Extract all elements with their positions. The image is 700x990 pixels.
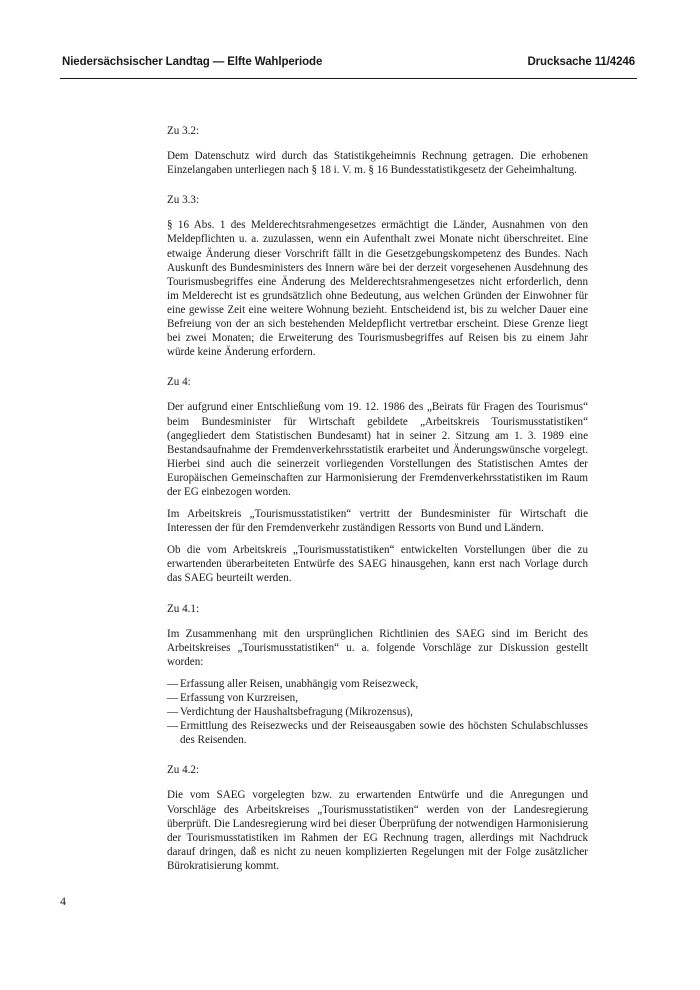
section-heading: Zu 3.2: (167, 125, 200, 137)
list-marker: — (167, 706, 179, 719)
paragraph: Dem Datenschutz wird durch das Statistikgeheimnis Rechnung getragen. Die erhobenen Einzelangaben unterliegen nach § 18 i. V. m. § 16 Bundesstatistikgesetz der Geheimhaltung. (167, 150, 588, 177)
header-title: Niedersächsischer Landtag — Elfte Wahlperiode (62, 56, 323, 68)
section-3-2 (167, 124, 588, 177)
section-heading: Zu 4.2: (167, 764, 200, 777)
section-3-3 (167, 193, 588, 359)
list-marker: — (167, 692, 179, 704)
list-marker: — (167, 677, 179, 690)
section-heading: Zu 4.1: (167, 602, 200, 615)
section-4-1 (167, 602, 588, 748)
paragraph: Im Arbeitskreis „Tourismusstatistiken“ vertritt der Bundesminister für Wirtschaft die Interessen der für den Fremdenverkehr zuständigen Ressorts von Bund und Ländern. (167, 508, 588, 535)
paragraph: Der aufgrund einer Entschließung vom 19. 12. 1986 des „Beirats für Fragen des Tourismus“ beim Bundesminister für Wirtschaft gebildete „Arbeitskreis Tourismusstatistiken“ (angegliedert dem Statistischen Bundesamt) hat in seiner 2. Sitzung am 1. 3. 1989 eine Bestandsaufnahme der Fremdenverkehrsstatistik erarbeitet und Änderungswünsche vorgelegt. Hierbei sind auch die seinerzeit vorliegenden Vorstellungen des Statistischen Amtes der Europäischen Gemeinschaften zur Harmonisierung der Fremdenverkehrsstatistiken im Raum der EG einbezogen worden. (167, 401, 588, 498)
proposal-list (167, 677, 588, 747)
section-4-2 (167, 763, 588, 873)
header-rule (60, 78, 637, 79)
paragraph: Ob die vom Arbeitskreis „Tourismusstatistiken“ entwickelten Vorstellungen über die zu erwartenden überarbeiteten Entwürfe des SAEG hinausgehen, kann erst nach Vorlage durch das SAEG beurteilt werden. (167, 544, 588, 585)
paragraph: § 16 Abs. 1 des Melderechtsrahmengesetzes ermächtigt die Länder, Ausnahmen von den Meldepflichten u. a. zuzulassen, wenn ein Aufenthalt zwei Monate nicht überschreitet. Eine etwaige Änderung dieser Vorschrift fällt in die Gesetzgebungskompetenz des Bundes. Nach Auskunft des Bundesministers des Innern wäre bei der derzeit vorgesehenen Ausdehnung des Tourismusbegriffes eine Änderung des Melderechtsrahmengesetzes nicht erforderlich, denn im Melderecht ist es grundsätzlich ohne Bedeutung, aus welchen Gründen der Einwohner für eine gewisse Zeit eine weitere Wohnung bezieht. Entscheidend ist, bis zu welcher Dauer eine Befreiung von der an sich bestehenden Meldepflicht vertretbar erscheint. Diese Grenze liegt bei zwei Monaten; die Erweiterung des Tourismusbegriffes auf Reisen bis zu einem Jahr würde keine Änderung erfordern. (167, 219, 588, 359)
paragraph: Im Zusammenhang mit den ursprünglichen Richtlinien des SAEG sind im Bericht des Arbeitskreises „Tourismusstatistiken“ u. a. folgende Vorschläge zur Diskussion gestellt worden: (167, 627, 588, 668)
list-item: — Erfassung aller Reisen, unabhängig vom Reisezweck, (167, 677, 419, 690)
list-marker: — (167, 720, 179, 733)
section-heading: Zu 4: (167, 376, 191, 389)
list-item: — Ermittlung des Reisezwecks und der Reiseausgaben sowie des höchsten Schulabschlusses des Reisenden. (167, 720, 588, 747)
list-item: — Erfassung von Kurzreisen, (167, 692, 298, 704)
document-number: Drucksache 11/4246 (527, 56, 635, 68)
page-number: 4 (60, 894, 66, 908)
section-heading: Zu 3.3: (167, 194, 200, 207)
paragraph: Die vom SAEG vorgelegten bzw. zu erwartenden Entwürfe und die Anregungen und Vorschläge des Arbeitskreises „Tourismusstatistiken“ werden von der Landesregierung überprüft. Die Landesregierung wird bei dieser Überprüfung der notwendigen Harmonisierung der Tourismusstatistiken im Rahmen der EG Rechnung tragen, allerdings mit Nachdruck darauf dringen, daß es nicht zu neuen komplizierten Regelungen mit der Folge zusätzlicher Bürokratisierung kommt. (167, 789, 588, 872)
section-4 (167, 375, 588, 585)
list-item: — Verdichtung der Haushaltsbefragung (Mikrozensus), (167, 706, 413, 719)
page-header (62, 56, 635, 68)
document-body (167, 124, 588, 881)
